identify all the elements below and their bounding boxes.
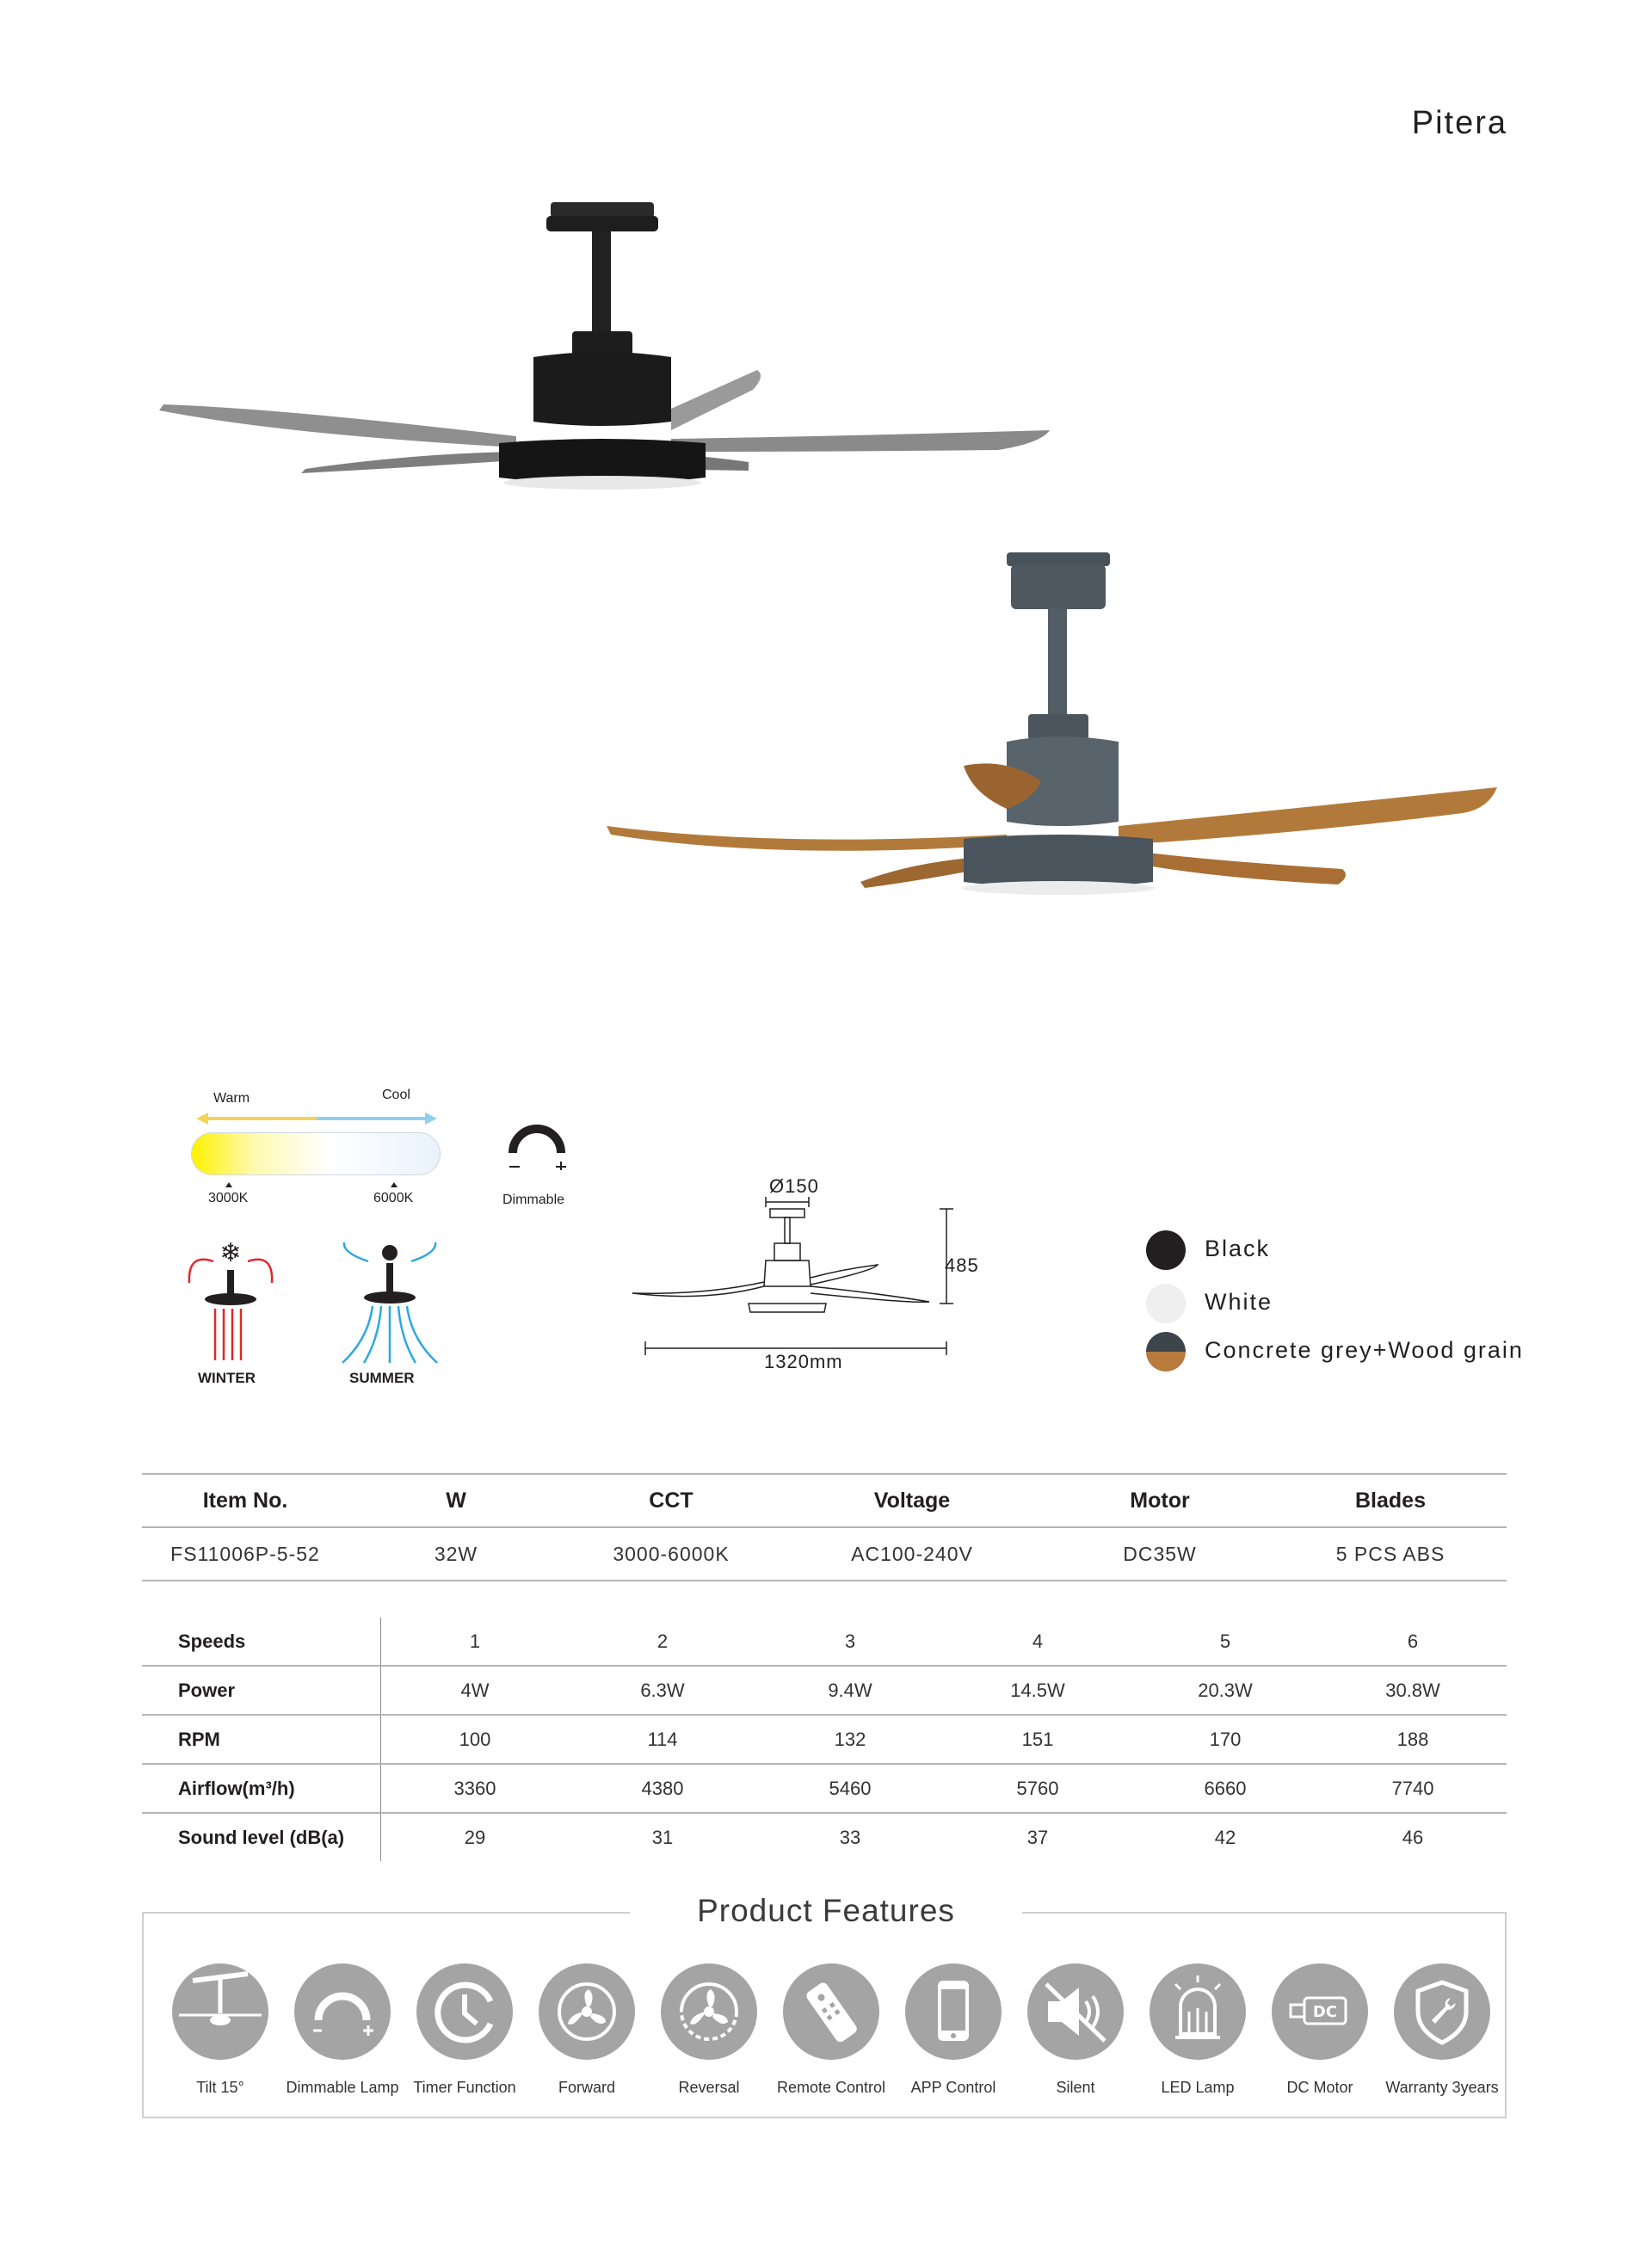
span-label: 1320mm [764,1351,843,1372]
feature-label: Silent [1056,2079,1095,2096]
led-lamp-icon [1150,1963,1246,2060]
rpm-cell: 100 [459,1728,491,1750]
spec-header-cct: CCT [649,1488,693,1513]
sound-label: Sound level (dB(a) [142,1814,381,1861]
white-swatch [1146,1284,1186,1323]
rpm-cell: 132 [834,1728,866,1750]
black-fan-image [155,194,1058,503]
dimmer-icon [294,1963,391,2060]
summer-label: SUMMER [349,1370,415,1386]
feature-item [526,1963,648,2097]
features-title: Product Features [697,1893,955,1928]
spec-header-voltage: Voltage [873,1488,951,1513]
airflow-cell: 5760 [1016,1777,1059,1799]
winter-airflow-icon [179,1236,282,1365]
low-marker [225,1182,232,1187]
spec-header-blades: Blades [1355,1488,1426,1513]
low-cct-label: 3000K [208,1191,249,1205]
feature-item [404,1963,526,2097]
feature-label: Remote Control [776,2079,886,2096]
mute-icon [1027,1963,1124,2060]
power-cell: 30.8W [1385,1679,1440,1701]
dc-motor-icon [1272,1963,1368,2060]
feature-item [159,1963,281,2097]
airflow-cell: 4380 [641,1777,684,1799]
feature-label: DC Motor [1286,2079,1353,2096]
feature-label: Tilt 15° [196,2079,244,2096]
product-name: Pitera [1411,105,1507,141]
color-name-white: White [1205,1289,1273,1315]
rpm-cell: 151 [1021,1728,1054,1750]
feature-label: Reversal [678,2079,740,2096]
spec-value-cct: 3000-6000K [613,1542,730,1565]
rpm-row [142,1716,1507,1765]
sound-row [142,1814,1507,1861]
feature-item [1137,1963,1259,2097]
airflow-cell: 3360 [453,1777,496,1799]
spec-value-w: 32W [434,1542,478,1565]
feature-label: Forward [558,2079,615,2096]
sound-cell: 29 [464,1826,486,1848]
feature-item [1381,1963,1503,2097]
grey-wood-swatch [1146,1332,1186,1371]
airflow-label: Airflow(m³/h) [142,1765,381,1812]
performance-table [142,1618,1507,1861]
feature-label: APP Control [910,2079,996,2096]
airflow-cell: 6660 [1204,1777,1247,1799]
feature-item [892,1963,1014,2097]
speeds-row [142,1618,1507,1667]
feature-item [648,1963,770,2097]
warm-cool-arrows [196,1110,437,1127]
sound-cell: 37 [1026,1826,1049,1848]
warranty-shield-icon [1394,1963,1490,2060]
spec-header-motor: Motor [1130,1488,1190,1513]
feature-item [770,1963,892,2097]
spec-value-blades: 5 PCS ABS [1335,1542,1446,1565]
tilt-icon [172,1963,268,2060]
high-marker [391,1182,398,1187]
speed-cell: 1 [469,1630,481,1652]
airflow-row [142,1765,1507,1814]
dc-text: DC [1312,2003,1338,2021]
black-swatch [1146,1230,1186,1270]
power-cell: 6.3W [640,1679,685,1701]
speed-cell: 4 [1032,1630,1044,1652]
feature-label: Warranty 3years [1385,2079,1499,2096]
rpm-cell: 114 [647,1728,678,1750]
feature-item [1014,1963,1137,2097]
rpm-cell: 170 [1209,1728,1242,1750]
dimmer-icon [504,1119,573,1170]
airflow-cell: 7740 [1391,1777,1434,1799]
summer-airflow-icon [334,1236,446,1365]
sound-cell: 33 [839,1826,861,1848]
feature-item [1259,1963,1381,2097]
diameter-label: Ø150 [769,1175,819,1197]
feature-label: Dimmable Lamp [286,2079,399,2096]
reverse-rotation-icon [661,1963,757,2060]
speed-cell: 2 [656,1630,669,1652]
power-cell: 4W [460,1679,490,1701]
sound-cell: 42 [1214,1826,1236,1848]
svg-text:❄: ❄ [219,1238,242,1268]
speed-cell: 6 [1407,1630,1419,1652]
color-name-grey-wood: Concrete grey+Wood grain [1205,1337,1524,1363]
features-list [159,1963,1507,2097]
rpm-label: RPM [142,1716,381,1763]
sound-cell: 46 [1402,1826,1424,1848]
spec-header-row [142,1473,1507,1528]
cool-label: Cool [382,1088,410,1102]
height-label: 485 [945,1254,979,1276]
cct-gradient-bar [191,1132,441,1175]
speed-cell: 3 [844,1630,856,1652]
forward-rotation-icon [539,1963,635,2060]
spec-value-row [142,1528,1507,1581]
feature-label: Timer Function [413,2079,516,2096]
power-label: Power [142,1667,381,1714]
rpm-cell: 188 [1396,1728,1429,1750]
sound-cell: 31 [651,1826,674,1848]
grey-wood-fan-image [602,551,1514,903]
power-cell: 9.4W [828,1679,872,1701]
color-name-black: Black [1205,1236,1271,1261]
spec-value-motor: DC35W [1123,1542,1197,1565]
speed-cell: 5 [1219,1630,1231,1652]
winter-label: WINTER [198,1370,256,1386]
remote-icon [783,1963,879,2060]
speeds-label: Speeds [142,1618,381,1665]
timer-icon [416,1963,513,2060]
power-cell: 14.5W [1010,1679,1065,1701]
power-cell: 20.3W [1198,1679,1253,1701]
high-cct-label: 6000K [373,1191,414,1205]
feature-item [281,1963,404,2097]
spec-header-w: W [446,1488,466,1513]
feature-label: LED Lamp [1161,2079,1235,2096]
power-row [142,1667,1507,1716]
spec-table [142,1473,1507,1581]
phone-icon [905,1963,1002,2060]
spec-value-voltage: AC100-240V [851,1542,973,1565]
dimmable-label: Dimmable [502,1193,565,1207]
warm-label: Warm [213,1091,250,1106]
spec-value-item: FS11006P-5-52 [170,1542,320,1565]
airflow-cell: 5460 [829,1777,872,1799]
spec-header-item: Item No. [202,1488,288,1513]
